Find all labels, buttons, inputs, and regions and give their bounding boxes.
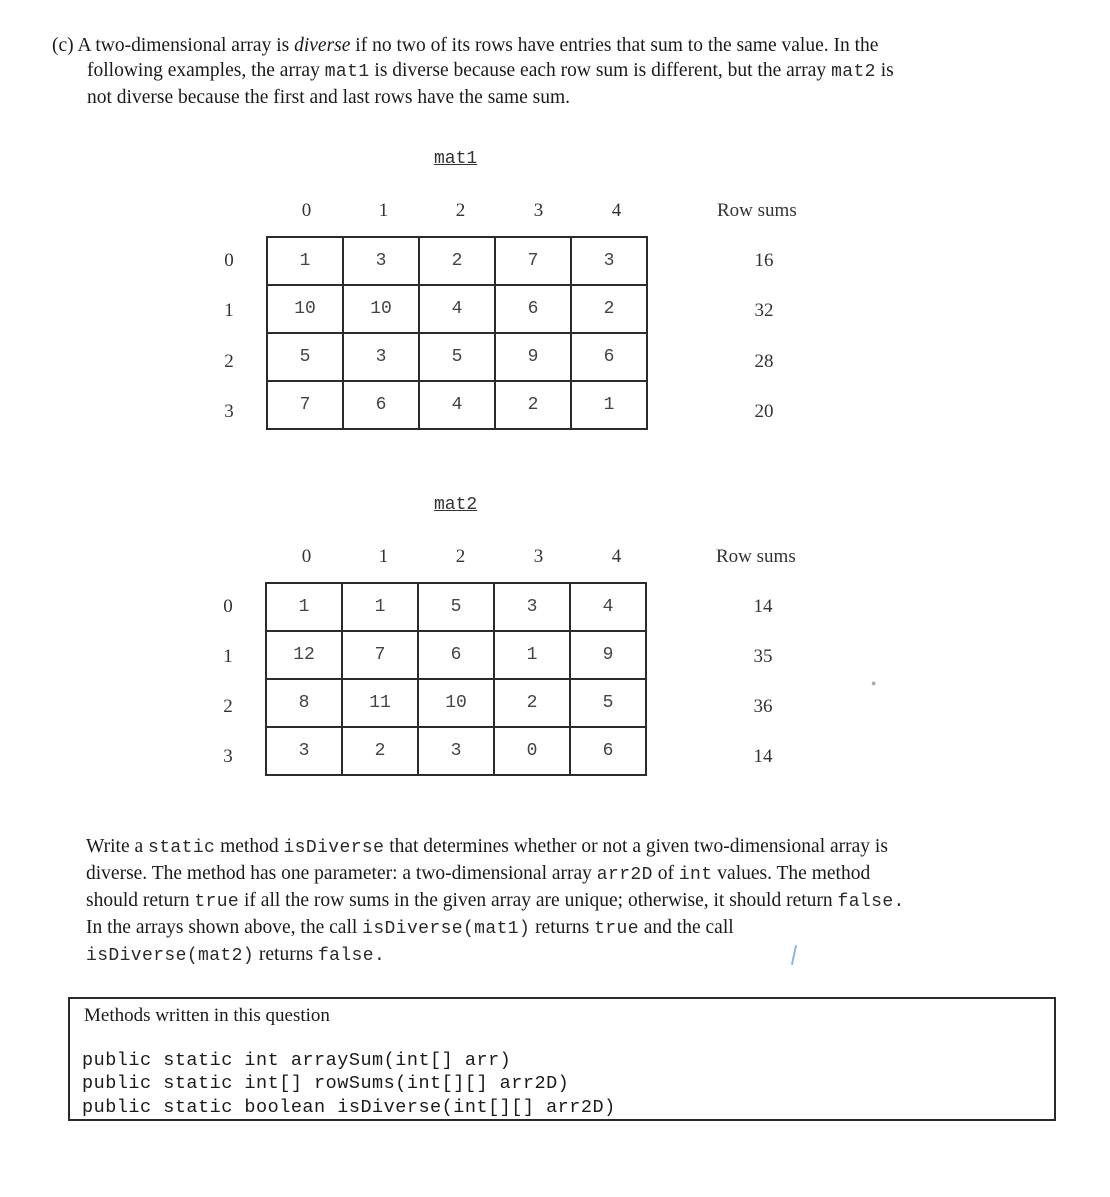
table-row [267, 333, 647, 381]
mat2-col-header: 3 [533, 546, 544, 567]
intro-line-2 [52, 58, 1052, 85]
method-signature-isdiverse: public static boolean isDiverse(int[][] arr2D) [82, 1097, 616, 1118]
mat2-cell: 7 [342, 631, 418, 679]
table-row [266, 727, 646, 775]
instruction-line-1 [86, 834, 1046, 861]
code-int: int [678, 865, 713, 885]
mat2-cell: 6 [570, 727, 646, 775]
mat1-cell: 2 [571, 285, 647, 333]
mat1-cell: 2 [419, 237, 495, 285]
table-row [267, 237, 647, 285]
mat1-cell: 5 [267, 333, 343, 381]
mat1-cell: 6 [571, 333, 647, 381]
mat2-title: mat2 [434, 495, 478, 515]
mat1-row-sum: 16 [754, 250, 774, 271]
mat1-cell: 6 [343, 381, 419, 429]
table-row [266, 583, 646, 631]
instruction-text: returns [258, 944, 314, 965]
intro-text: A two-dimensional array is [77, 35, 290, 56]
mat2-cell: 3 [418, 727, 494, 775]
instruction-text: values. The method [717, 863, 871, 884]
code-static: static [148, 838, 216, 858]
mat2-cell: 6 [418, 631, 494, 679]
mat1-row-sums-label: Row sums [717, 200, 797, 221]
method-signature-arraysum: public static int arraySum(int[] arr) [82, 1050, 512, 1071]
mat1-title: mat1 [434, 149, 478, 169]
intro-text: following examples, the array [87, 60, 320, 81]
mat2-row-header: 3 [223, 746, 233, 767]
mat2-cell: 3 [266, 727, 342, 775]
mat2-cell: 5 [418, 583, 494, 631]
mat1-cell: 3 [571, 237, 647, 285]
instruction-text: that determines whether or not a given two-dimensional array is [389, 836, 888, 857]
mat1-cell: 9 [495, 333, 571, 381]
mat1-row-header: 1 [224, 300, 234, 321]
instruction-paragraph [86, 834, 1046, 969]
instruction-line-4 [86, 915, 1046, 942]
mat2-cell: 4 [570, 583, 646, 631]
mat2-cell: 1 [494, 631, 570, 679]
mat2-col-header: 0 [301, 546, 312, 567]
intro-text: if no two of its rows have entries that sum to the same value. In the [355, 35, 879, 56]
mat1-cell: 3 [343, 237, 419, 285]
mat2-row-header: 0 [223, 596, 233, 617]
mat2-table [265, 582, 647, 776]
mat1-cell: 3 [343, 333, 419, 381]
mat1-col-header: 4 [611, 200, 622, 221]
mat2-row-sum: 14 [753, 596, 773, 617]
mat2-row-sums-label: Row sums [716, 546, 796, 567]
table-row [267, 381, 647, 429]
code-isdiverse: isDiverse [283, 838, 385, 858]
mat2-cell: 8 [266, 679, 342, 727]
part-label: (c) [52, 35, 74, 56]
intro-line-3: not diverse because the first and last rows have the same sum. [87, 87, 571, 108]
code-call-mat2: isDiverse(mat2) [86, 946, 255, 966]
intro-paragraph [52, 33, 1052, 110]
mat1-row-sum: 32 [754, 300, 774, 321]
code-true: true [594, 919, 639, 939]
mat1-col-header: 1 [378, 200, 389, 221]
mat2-cell: 3 [494, 583, 570, 631]
mat1-cell: 10 [267, 285, 343, 333]
mat1-row-header: 3 [224, 401, 234, 422]
instruction-text: returns [535, 917, 590, 938]
mat2-cell: 0 [494, 727, 570, 775]
mat1-row-sum: 28 [754, 351, 774, 372]
mat2-row-sum: 35 [753, 646, 773, 667]
mat2-col-header: 4 [611, 546, 622, 567]
mat2-col-header: 2 [455, 546, 466, 567]
code-arr2d: arr2D [596, 865, 653, 885]
mat2-cell: 2 [494, 679, 570, 727]
mat2-row-header: 1 [223, 646, 233, 667]
intro-text: is [880, 60, 894, 81]
mat2-row-header: 2 [223, 696, 233, 717]
mat1-row-header: 0 [224, 250, 234, 271]
mat2-cell: 2 [342, 727, 418, 775]
instruction-text: and the call [643, 917, 734, 938]
instruction-text: In the arrays shown above, the call [86, 917, 358, 938]
instruction-line-2 [86, 861, 1046, 888]
code-mat1: mat1 [324, 62, 370, 82]
mat2-col-header: 1 [378, 546, 389, 567]
instruction-text: Write a [86, 836, 144, 857]
code-true: true [194, 892, 240, 912]
methods-box-title: Methods written in this question [84, 1005, 330, 1026]
mat2-cell: 1 [266, 583, 342, 631]
mat1-cell: 7 [495, 237, 571, 285]
mat1-col-header: 2 [455, 200, 466, 221]
mat1-cell: 10 [343, 285, 419, 333]
mat1-cell: 1 [571, 381, 647, 429]
methods-box [68, 997, 1056, 1121]
instruction-text: if all the row sums in the given array are unique; otherwise, it should return [244, 890, 833, 911]
table-row [266, 631, 646, 679]
mat2-cell: 12 [266, 631, 342, 679]
mat1-row-sum: 20 [754, 401, 774, 422]
term-diverse: diverse [294, 35, 351, 56]
mat1-cell: 5 [419, 333, 495, 381]
mat1-cell: 7 [267, 381, 343, 429]
mat1-cell: 4 [419, 285, 495, 333]
code-false: false. [837, 892, 905, 912]
instruction-text: method [220, 836, 279, 857]
mat1-cell: 2 [495, 381, 571, 429]
mat1-cell: 4 [419, 381, 495, 429]
intro-text: is diverse because each row sum is different, but the array [374, 60, 827, 81]
code-call-mat1: isDiverse(mat1) [362, 919, 531, 939]
mat1-col-header: 3 [533, 200, 544, 221]
instruction-text: should return [86, 890, 190, 911]
table-row [267, 285, 647, 333]
method-signature-rowsums: public static int[] rowSums(int[][] arr2D) [82, 1073, 570, 1094]
mat2-cell: 11 [342, 679, 418, 727]
intro-line-1 [52, 33, 1052, 58]
mat2-cell: 5 [570, 679, 646, 727]
instruction-line-5 [86, 942, 1046, 969]
table-row [266, 679, 646, 727]
mat1-col-header: 0 [301, 200, 312, 221]
mat1-table [266, 236, 648, 430]
mat2-cell: 10 [418, 679, 494, 727]
mat2-cell: 1 [342, 583, 418, 631]
mat1-row-header: 2 [224, 351, 234, 372]
instruction-text: diverse. The method has one parameter: a two-dimensional array [86, 863, 592, 884]
mat1-cell: 6 [495, 285, 571, 333]
code-mat2: mat2 [831, 62, 876, 82]
mat2-row-sum: 14 [753, 746, 773, 767]
instruction-text: of [657, 863, 674, 884]
code-false: false. [317, 946, 386, 966]
instruction-line-3 [86, 888, 1046, 915]
mat2-cell: 9 [570, 631, 646, 679]
mat1-cell: 1 [267, 237, 343, 285]
scan-speck-decoration: ● [871, 678, 877, 688]
mat2-row-sum: 36 [753, 696, 773, 717]
